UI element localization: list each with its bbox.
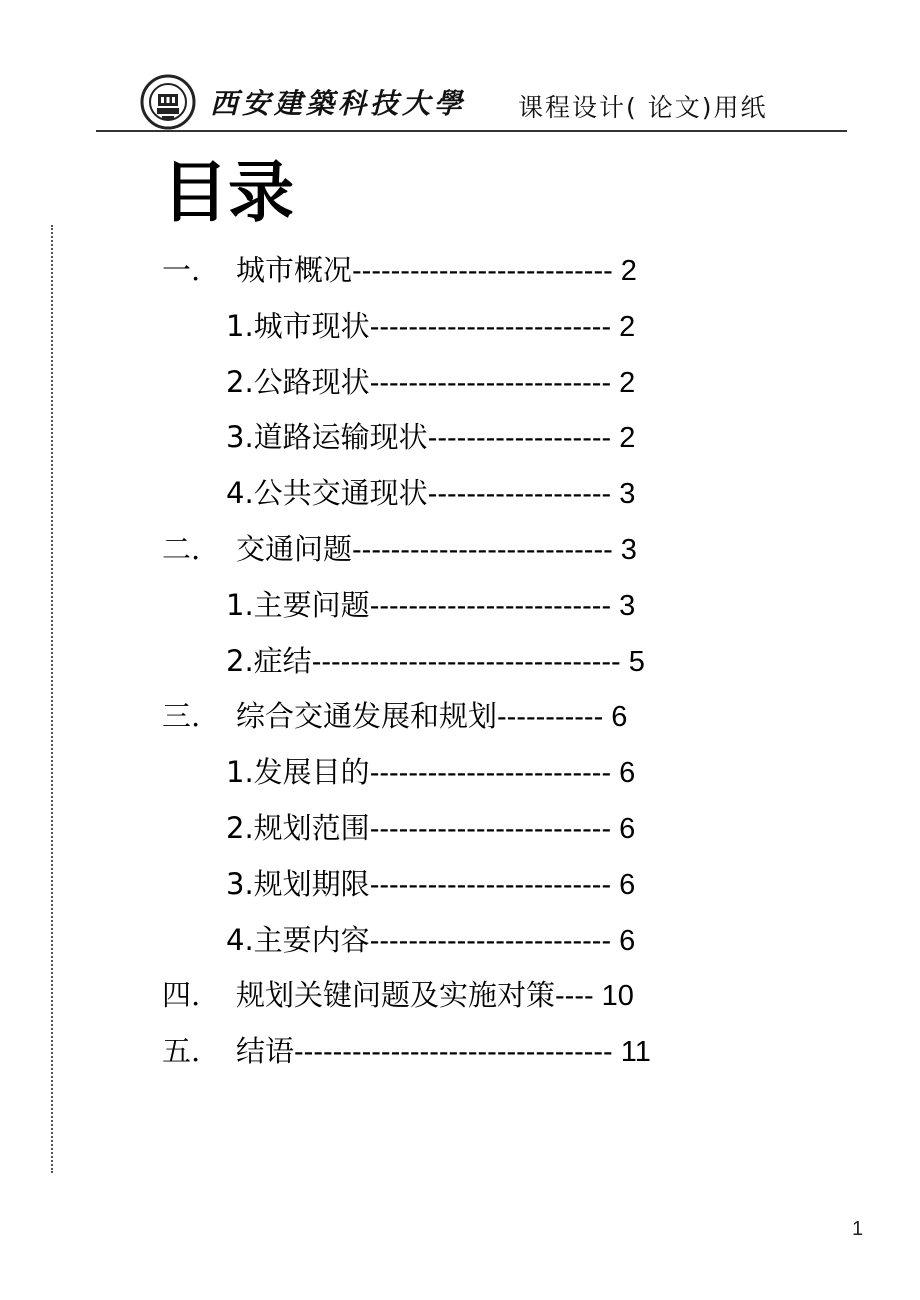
toc-entry-page-number: 3	[620, 534, 637, 566]
toc-entry-page-number: 3	[619, 478, 636, 511]
toc-entry-page-number: 3	[619, 589, 636, 622]
toc-title: 目录	[162, 154, 294, 231]
toc-entry[interactable]	[226, 362, 635, 402]
toc-entry-number: 2.	[226, 811, 254, 845]
toc-entry-number: 2.	[226, 643, 254, 678]
toc-entry-leader: ---------------------------	[352, 534, 613, 566]
university-name: 西安建築科技大學	[210, 87, 467, 120]
toc-entry-number: 4.	[226, 922, 254, 957]
toc-entry-leader: ---------------------------	[352, 255, 613, 287]
toc-entry[interactable]	[226, 641, 645, 681]
toc-entry-number: 三.	[162, 699, 201, 734]
toc-entry[interactable]	[162, 975, 634, 1015]
toc-entry-title: 城市现状	[253, 308, 370, 343]
toc-entry-number: 四.	[162, 978, 201, 1013]
toc-entry-number: 3.	[226, 420, 254, 455]
toc-entry-title: 公共交通现状	[253, 476, 428, 511]
toc-entry-leader: -------------------------	[369, 589, 612, 622]
toc-entry-number: 1.	[226, 308, 254, 343]
toc-entry[interactable]	[162, 696, 627, 736]
toc-entry[interactable]	[162, 1031, 651, 1071]
toc-entry-title: 结语	[236, 1034, 295, 1069]
toc-entry-page-number: 2	[619, 310, 636, 343]
toc-entry-page-number: 6	[619, 813, 636, 845]
toc-entry[interactable]	[226, 417, 635, 457]
toc-entry-leader: -----------	[497, 701, 604, 734]
toc-entry-number: 4.	[226, 476, 254, 511]
toc-entry-page-number: 2	[619, 422, 636, 455]
toc-entry[interactable]	[226, 585, 635, 625]
toc-entry-leader: -------------------------	[369, 924, 612, 957]
toc-entry-page-number: 6	[619, 757, 636, 790]
toc-entry-page-number: 10	[601, 980, 634, 1013]
toc-entry-number: 2.	[226, 364, 254, 399]
toc-entry-page-number: 6	[611, 701, 628, 734]
toc-entry-title: 交通问题	[236, 532, 353, 566]
toc-entry-title: 发展目的	[253, 755, 370, 790]
toc-entry-title: 主要内容	[253, 922, 370, 957]
toc-entry-page-number: 6	[619, 924, 636, 957]
toc-entry-title: 规划范围	[253, 811, 370, 845]
toc-entry-leader: --------------------------------	[311, 645, 621, 678]
toc-entry-leader: -------------------------	[369, 813, 612, 845]
toc-entry-page-number: 2	[619, 366, 636, 399]
toc-entry-page-number: 6	[619, 868, 636, 901]
toc-entry-number: 二.	[162, 532, 201, 566]
toc-entry-title: 城市概况	[236, 253, 353, 287]
page-number: 1	[852, 1218, 864, 1240]
toc-entry-title: 规划期限	[253, 866, 370, 901]
toc-entry-number: 一.	[162, 253, 201, 287]
toc-entry[interactable]	[226, 808, 635, 848]
toc-entry-leader: -------------------	[427, 422, 612, 455]
toc-entry[interactable]	[226, 752, 635, 792]
toc-entry-number: 1.	[226, 755, 254, 790]
toc-entry-number: 五.	[162, 1034, 201, 1069]
toc-entry-leader: -------------------------	[369, 868, 612, 901]
toc-entry[interactable]	[226, 864, 635, 904]
toc-entry[interactable]	[226, 920, 635, 960]
toc-entry-title: 公路现状	[253, 364, 370, 399]
toc-entry-number: 1.	[226, 587, 254, 622]
toc-entry[interactable]	[162, 250, 637, 290]
toc-entry-number: 3.	[226, 866, 254, 901]
toc-entry[interactable]	[162, 529, 637, 569]
paper-type-label: 课程设计( 论文)用纸	[518, 93, 768, 122]
toc-entry-title: 规划关键问题及实施对策	[236, 978, 556, 1013]
toc-entry-leader: ----	[555, 980, 594, 1013]
toc-entry-page-number: 11	[620, 1036, 651, 1069]
toc-entry-leader: -------------------------	[369, 366, 612, 399]
toc-entry-page-number: 2	[620, 255, 637, 287]
toc-entry-leader: -------------------	[427, 478, 612, 511]
toc-entry[interactable]	[226, 306, 635, 346]
toc-entry-leader: -------------------------	[369, 310, 612, 343]
toc-entry[interactable]	[226, 473, 635, 513]
toc-entry-title: 主要问题	[253, 587, 370, 622]
toc-entry-leader: ---------------------------------	[294, 1036, 613, 1069]
toc-entry-leader: -------------------------	[369, 757, 612, 790]
toc-entry-title: 道路运输现状	[253, 420, 428, 455]
toc-entry-page-number: 5	[628, 645, 645, 678]
toc-entry-title: 综合交通发展和规划	[236, 699, 498, 734]
toc-entry-title: 症结	[253, 643, 312, 678]
